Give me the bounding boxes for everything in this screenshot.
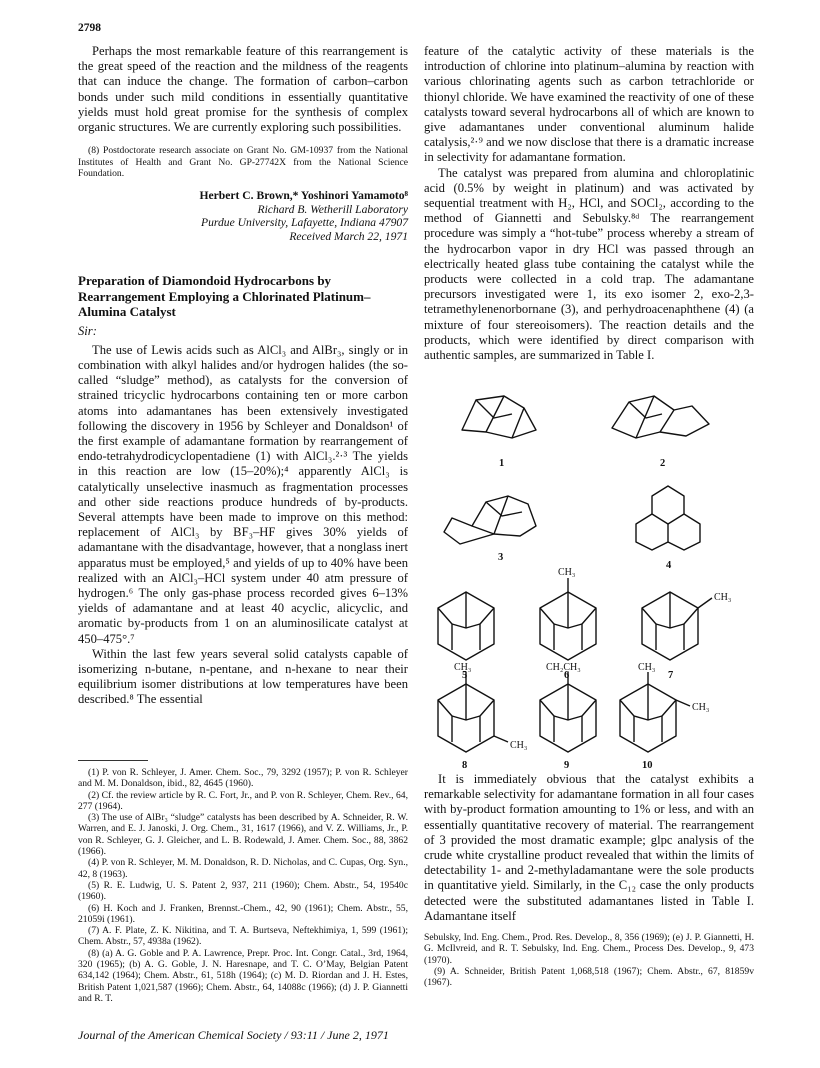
- structure-label-7: 7: [668, 670, 674, 681]
- structure-9-ethyladamantane: [540, 672, 596, 752]
- structure-6-2-methyladamantane: [540, 578, 596, 660]
- footnote: (2) Cf. the review article by R. C. Fort, Jr., and P. von R. Schleyer, Chem. Rev., 64, 277 (1964).: [78, 789, 408, 812]
- article-title: Preparation of Diamondoid Hydrocarbons by Rearrangement Employing a Chlorinated Platinum–Alumina Catalyst: [78, 273, 371, 320]
- structure-label-5: 5: [462, 670, 468, 681]
- left-column: [78, 44, 408, 708]
- group-9-ethyl: CH₂CH₃: [546, 662, 581, 673]
- structure-label-2: 2: [660, 458, 666, 469]
- footnote: (1) P. von R. Schleyer, J. Amer. Chem. Soc., 79, 3292 (1957); P. von R. Schleyer and M. M. Donaldson, ibid., 82, 4645 (1960).: [78, 767, 408, 790]
- footnote: (6) H. Koch and J. Franken, Brennst.-Chem., 42, 90 (1961); Chem. Abstr., 55, 21059i (1961).: [78, 902, 408, 925]
- body-paragraph-4: The catalyst was prepared from alumina and chloroplatinic acid (0.5% by weight in platinum) and was activated by sequential treatment with H₂, HCl, and SOCl₂, according to the method of Giannetti and Sebulsky.⁸ᵈ The rearrangement procedure was simply a “hot-tube” process whereby a stream of the hydrocarbon vapor in dry HCl was passed through an electrically heated glass tube containing the catalyst while the products were collected in a cold trap. The adamantane precursors investigated were 1, its exo isomer 2, exo-2,3-tetramethylenenorbornane (3), and perhydroacenaphthene (4) (a mixture of four stereoisomers). The reaction details and the products, which were identified by direct comparison with authentic samples, are summarized in Table I.: [424, 165, 754, 363]
- footnote-8-grant: (8) Postdoctorate research associate on Grant No. GM-10937 from the National Institutes of Health and Grant No. GP-27742X from the National Science Foundation.: [78, 145, 408, 179]
- right-column-lower: [424, 772, 754, 989]
- group-8-methyl-side: CH₃: [510, 740, 528, 751]
- group-7-methyl: CH₃: [714, 592, 732, 603]
- salutation: Sir:: [78, 323, 97, 338]
- structure-1-endo-tetrahydrodicyclopentadiene: [462, 396, 536, 438]
- structure-label-9: 9: [564, 760, 570, 768]
- footnote-9: (9) A. Schneider, British Patent 1,068,518 (1967); Chem. Abstr., 67, 81859v (1967).: [424, 965, 754, 989]
- signature-block: [78, 189, 408, 243]
- structure-label-6: 6: [564, 670, 570, 681]
- laboratory: Richard B. Wetherill Laboratory: [257, 202, 408, 216]
- structure-2-exo-isomer: [612, 396, 709, 438]
- footnote-continued: Sebulsky, Ind. Eng. Chem., Prod. Res. Develop., 8, 356 (1969); (e) J. P. Giannetti, H. G. McIlvreid, and R. T. Sebulsky, Ind. Eng. Chem., Process Des. Develop., 9, 473 (1970).: [424, 932, 754, 966]
- structure-label-3: 3: [498, 552, 504, 563]
- structure-7-1-methyladamantane: [642, 592, 712, 660]
- footnote: (8) (a) A. G. Goble and P. A. Lawrence, Prepr. Proc. Int. Congr. Catal., 3rd, 1964, 320 (1965); (b) A. G. Goble, J. N. Haresnape, and T. C. O’May, Belgian Patent 634,142 (1964); Chem. Abstr., 61, 518h (1964); (c) M. D. Riordan and J. H. Estes, British Patent 1,021,587 (1966); Chem. Abstr., 64, 14088c (1966); (d) J. P. Giannetti and R. T.: [78, 947, 408, 1004]
- footnote: (3) The use of AlBr₃ “sludge” catalysts has been described by A. Schneider, R. W. Warren, and E. J. Janoski, J. Org. Chem., 31, 1617 (1966), and V. Z. Williams, Jr., P. von R. Schleyer, G. J. Gleicher, and L. B. Rodewald, J. Amer. Chem. Soc., 88, 3862 (1966).: [78, 812, 408, 858]
- group-6-methyl: CH₃: [558, 567, 576, 578]
- structure-10-dimethyladamantane: [620, 672, 690, 752]
- body-paragraph-2: Within the last few years several solid catalysts capable of isomerizing n-butane, n-pentane, and n-hexane to near their equilibrium isomer distributions at low temperatures have been described.⁸ The essential: [78, 646, 408, 707]
- footnote-rule: [78, 760, 148, 761]
- footnote: (7) A. F. Plate, Z. K. Nikitina, and T. A. Burtseva, Neftekhimiya, 1, 599 (1961); Chem. Abstr., 57, 4938a (1962).: [78, 925, 408, 948]
- right-column: [424, 44, 754, 363]
- left-footnotes: [78, 767, 408, 1004]
- structures-figure: [424, 378, 754, 768]
- structure-label-4: 4: [666, 560, 672, 571]
- structure-5-adamantane: [438, 592, 494, 660]
- footnote: (5) R. E. Ludwig, U. S. Patent 2, 937, 211 (1960); Chem. Abstr., 54, 19540c (1960).: [78, 879, 408, 903]
- structure-label-1: 1: [499, 458, 505, 469]
- page-number: 2798: [78, 22, 101, 34]
- group-10-methyl-side: CH₃: [692, 702, 710, 713]
- structure-3-tetramethylenenorbornane: [444, 496, 536, 544]
- received-date: Received March 22, 1971: [289, 229, 408, 243]
- group-8-methyl-top: CH₃: [454, 662, 472, 673]
- body-paragraph-1: The use of Lewis acids such as AlCl₃ and AlBr₃, singly or in combination with alkyl halides and/or hydrogen halides (the so-called “sludge” method), as catalysts for the conversion of strained tricyclic hydrocarbons containing ten or more carbon atoms into adamantanes has been extensively investigated following the discovery in 1956 by Schleyer and Donaldson¹ of the first example of adamantane formation by rearrangement of endo-tetrahydrodicyclopentadiene (1) with AlCl₃.²·³ The yields in this reaction are low (15–20%);⁴ apparently AlCl₃ is catalytically unselective inasmuch as fragmentation processes and other side reactions produce hundreds of by-products. Several attempts have been made to improve on this method: replacement of AlCl₃ by BF₃–HF gives 30% yields of adamantane with the disadvantage, however, that a nonglass inert apparatus must be employed,⁵ and yields of up to 40% have been realized with an AlCl₃–HCl system under 40 atm pressure of hydrogen.⁶ The only gas-phase process recorded gives 6–13% yields of adamantane and at least 40 acyclic, alicyclic, and aromatic by-products from 1 on an aluminosilicate catalyst at 450–475°.⁷: [78, 342, 408, 646]
- journal-footer: Journal of the American Chemical Society / 93:11 / June 2, 1971: [78, 1028, 389, 1042]
- footnote: (4) P. von R. Schleyer, M. M. Donaldson, R. D. Nicholas, and C. Cupas, Org. Syn., 42, 8 (1963).: [78, 857, 408, 880]
- structure-4-perhydroacenaphthene: [636, 486, 700, 550]
- university: Purdue University, Lafayette, Indiana 47907: [201, 216, 408, 230]
- authors: Herbert C. Brown,* Yoshinori Yamamoto⁸: [199, 189, 408, 203]
- group-10-methyl-top: CH₃: [638, 662, 656, 673]
- structure-label-8: 8: [462, 760, 468, 768]
- structure-label-10: 10: [642, 760, 653, 768]
- body-paragraph-3: feature of the catalytic activity of these materials is the introduction of chlorine into platinum–alumina by reaction with various chlorinating agents such as carbon tetrachloride or thionyl chloride. We have examined the reactivity of one of these catalysts toward several hydrocarbons all of which are known to give adamantanes under conventional aluminum halide catalysis,²·⁹ and we now disclose that there is a dramatic increase in selectivity for adamantane formation.: [424, 44, 754, 165]
- intro-paragraph: Perhaps the most remarkable feature of this rearrangement is the great speed of the reaction and the mildness of the reagents that can induce the change. The formation of carbon–carbon bonds under such mild conditions in essentially quantitative yields must hold great promise for the synthesis of complex organic structures. We are currently exploring such possibilities.: [78, 44, 408, 135]
- body-paragraph-5: It is immediately obvious that the catalyst exhibits a remarkable selectivity for adamantane formation in all four cases with by-product formation amounting to 1% or less, and with an essentially quantitative recovery of material. The rearrangement of 3 provided the most dramatic example; glpc analysis of the crude white crystalline product revealed that within the limits of detectability 1- and 2-methyladamantane were the sole products in quantitative yield. Similarly, in the C₁₂ case the only products detected were the substituted adamantanes listed in Table I. Adamantane itself: [424, 772, 754, 923]
- structure-8-dimethyladamantane: [438, 672, 508, 752]
